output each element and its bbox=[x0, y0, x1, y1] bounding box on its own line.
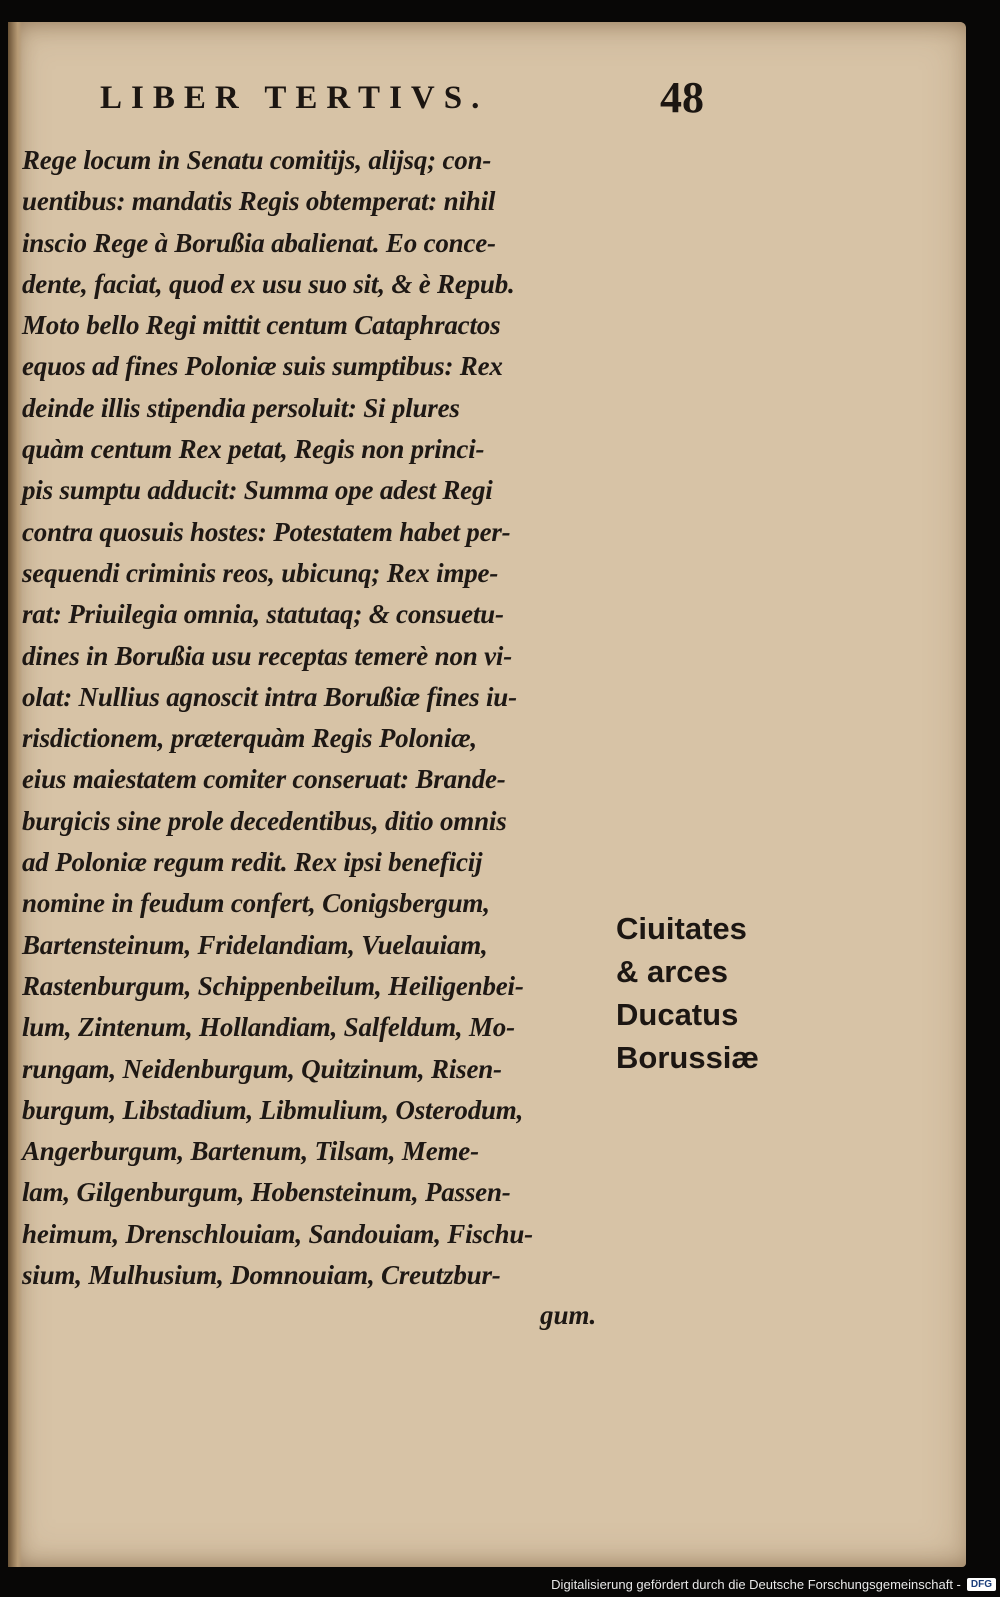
text-line: sium, Mulhusium, Domnouiam, Creutzbur- bbox=[22, 1260, 501, 1291]
page-header bbox=[100, 72, 720, 132]
text-line: rungam, Neidenburgum, Quitzinum, Risen- bbox=[22, 1053, 502, 1084]
text-line: burgicis sine prole decedentibus, ditio omnis bbox=[22, 805, 507, 836]
text-line: pis sumptu adducit: Summa ope adest Regi bbox=[22, 475, 493, 506]
text-line: quàm centum Rex petat, Regis non princi- bbox=[22, 434, 485, 465]
text-line: lum, Zintenum, Hollandiam, Salfeldum, Mo- bbox=[22, 1012, 515, 1043]
text-line: rat: Priuilegia omnia, statutaq; & consuetu- bbox=[22, 599, 504, 630]
text-line: lam, Gilgenburgum, Hobensteinum, Passen- bbox=[22, 1177, 511, 1208]
marginal-line: Ducatus bbox=[616, 997, 739, 1032]
text-line: Bartensteinum, Fridelandiam, Vuelauiam, bbox=[22, 929, 488, 960]
marginal-line: Ciuitates bbox=[616, 911, 747, 946]
text-line: uentibus: mandatis Regis obtemperat: nihil bbox=[22, 186, 496, 217]
text-line: dente, faciat, quod ex usu suo sit, & è Repub. bbox=[22, 268, 515, 299]
marginal-line: & arces bbox=[616, 954, 729, 989]
page-gutter bbox=[8, 22, 22, 1567]
text-line: burgum, Libstadium, Libmulium, Osterodum, bbox=[22, 1094, 524, 1125]
text-line: heimum, Drenschlouiam, Sandouiam, Fischu- bbox=[22, 1218, 533, 1249]
dfg-logo: DFG bbox=[967, 1578, 996, 1591]
marginal-line: Borussiæ bbox=[616, 1040, 759, 1075]
text-line: Moto bello Regi mittit centum Cataphractos bbox=[22, 310, 501, 341]
funding-credit: Digitalisierung gefördert durch die Deutsche Forschungsgemeinschaft - bbox=[551, 1576, 961, 1592]
running-title: LIBER TERTIVS. bbox=[100, 80, 489, 116]
text-line: olat: Nullius agnoscit intra Borußiæ fines iu- bbox=[22, 681, 517, 712]
text-line: risdictionem, præterquàm Regis Poloniæ, bbox=[22, 723, 477, 754]
text-line: Rege locum in Senatu comitijs, alijsq; con- bbox=[22, 145, 492, 175]
text-line: dines in Borußia usu receptas temerè non vi- bbox=[22, 640, 512, 671]
text-line: nomine in feudum confert, Conigsbergum, bbox=[22, 888, 490, 919]
text-line: Rastenburgum, Schippenbeilum, Heiligenbei- bbox=[22, 970, 524, 1001]
text-line: deinde illis stipendia persoluit: Si plures bbox=[22, 392, 460, 423]
digitization-footer bbox=[551, 1573, 996, 1595]
text-line: sequendi criminis reos, ubicunq; Rex impe- bbox=[22, 557, 499, 588]
main-text-block bbox=[22, 140, 622, 1296]
text-line: inscio Rege à Borußia abalienat. Eo conce- bbox=[22, 227, 496, 258]
catchword: gum. bbox=[540, 1300, 597, 1330]
page-number: 48 bbox=[660, 73, 704, 122]
text-line: contra quosuis hostes: Potestatem habet per- bbox=[22, 516, 511, 547]
text-line: eius maiestatem comiter conseruat: Brande- bbox=[22, 764, 506, 795]
text-line: equos ad fines Poloniæ suis sumptibus: Rex bbox=[22, 351, 503, 382]
marginal-note bbox=[616, 907, 816, 1079]
text-line: ad Poloniæ regum redit. Rex ipsi beneficij bbox=[22, 847, 483, 878]
text-line: Angerburgum, Bartenum, Tilsam, Meme- bbox=[22, 1136, 479, 1167]
